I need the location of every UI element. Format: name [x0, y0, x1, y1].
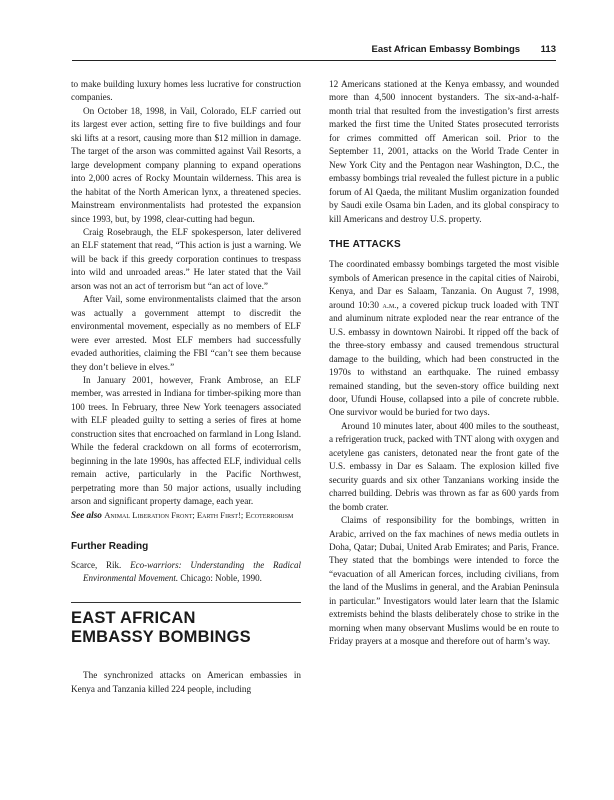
reference-author: Scarce, Rik. [71, 560, 122, 571]
running-header [72, 44, 556, 58]
paragraph: to make building luxury homes less lucrative for construction companies. [71, 79, 301, 103]
running-title: East African Embassy Bombings [371, 44, 521, 55]
see-also-links[interactable]: Animal Liberation Front; Earth First!; Ecoterrorism [104, 509, 294, 520]
reference-publisher: Chicago: Noble, 1990. [180, 573, 262, 584]
paragraph: The synchronized attacks on American embassies in Kenya and Tanzania killed 224 people, including [71, 670, 301, 694]
entry-heading-line1: EAST AFRICAN [71, 609, 196, 628]
section-heading: THE ATTACKS [329, 238, 401, 250]
reference-title: Eco-warriors: Understanding the Radical Environmental Movement. [83, 560, 302, 584]
paragraph: Claims of responsibility for the bombings, written in Arabic, arrived on the fax machines of news media outlets in Doha, Qatar; Dubai, United Arab Emirates; and Paris, France. They stated that the bombings were intended to force the “evacuation of all American forces, including civilians, from the land of the Muslims in general, and the Arabian Peninsula in particular.” Investigators would later learn that the Islamic extremists behind the blasts deliberately chose to strike in the morning when many observant Muslims would be en route to Friday prayers at a mosque and therefore out of harm’s way. [329, 515, 559, 647]
further-reading-heading: Further Reading [71, 540, 149, 552]
paragraph: In January 2001, however, Frank Ambrose, an ELF member, was arrested in Indiana for timber-spiking more than 100 trees. In February, three New York teenagers associated with ELF pleaded guilty to setting a series of fires at home construction sites that encroached on farmland in Long Island. While the federal crackdown on all forms of ecoterrorism, beginning in the late 1990s, has affected ELF, individual cells remain active, particularly in the Pacific Northwest, perpetrating more than 50 major actions, usually including arson and significant property damage, each year. [71, 374, 301, 507]
paragraph [329, 258, 559, 419]
further-reading-entry [71, 559, 301, 585]
header-rule [72, 60, 556, 61]
paragraph: 12 Americans stationed at the Kenya embassy, and wounded more than 4,500 innocent bystanders. The six-and-a-half-month trial that resulted from the investigation’s first arrests marked the first time the United States prosecuted terrorists for crimes committed off American soil. Prior to the September 11, 2001, attacks on the World Trade Center in New York City and the Pentagon near Washington, D.C., the embassy bombings trial revealed the fullest picture in a public forum of Al Qaeda, the militant Muslim organization founded by Saudi exile Osama bin Laden, and its global conspiracy to kill Americans and destroy U.S. property. [329, 79, 559, 224]
paragraph: After Vail, some environmentalists claimed that the arson was actually a government attempt to discredit the environmental movement, especially as no members of ELF were ever arrested. Most ELF members had successfully evaded authorities, claiming the FBI “can’t see them because they don’t believe in elves.” [71, 294, 301, 372]
right-column [329, 78, 559, 649]
page-number: 113 [540, 44, 556, 55]
paragraph: Around 10 minutes later, about 400 miles to the southeast, a refrigeration truck, packed with TNT along with oxygen and acetylene gas canisters, detonated near the front gate of the U.S. embassy in Dar es Salaam. The explosion killed five security guards and six other Tanzanians working inside the charred building. Debris was thrown as far as 600 yards from the bomb crater. [329, 420, 559, 512]
paragraph: On October 18, 1998, in Vail, Colorado, ELF carried out its largest ever action, setting fire to five buildings and four ski lifts at a resort, causing more than $12 million in damage. The target of the arson was committed against Vail Resorts, a large development company planning to expand operations into 2,000 acres of Rocky Mountain wilderness. This area is the habitat of the North American lynx, a threatened species. Mainstream environmentalists had protested the expansion since 1993, but, by 1998, clear-cutting had begun. [71, 105, 301, 224]
text-run: , a covered pickup truck loaded with TNT and aluminum nitrate exploded near the rear entrance of the U.S. embassy in downtown Nairobi. It ripped off the back of the three-story embassy and caused tremendous structural damage to the building, which had been constructed in the 1970s to withstand an earthquake. The ruined embassy remained standing, but the seven-story office building next door, Ufundi House, collapsed into a pile of concrete rubble. One survivor would be buried for two days. [329, 299, 559, 418]
text-run: The coordinated embassy bombings targeted the most visible symbols of American presence in the capital cities of Nairobi, Kenya, and Dar es Salaam, Tanzania. On August 7, 1998, around 10:30 [329, 259, 559, 310]
time-suffix: a.m. [382, 299, 397, 310]
see-also-label: See also [71, 509, 102, 520]
left-column [71, 78, 301, 696]
paragraph: Craig Rosebraugh, the ELF spokesperson, later delivered an ELF statement that read, “This action is just a warning. We will be back if this greedy corporation continues to trespass into wild and unroaded areas.” He later stated that the Vail arson was not an act of terrorism but “an act of love.” [71, 226, 301, 291]
entry-heading [71, 602, 301, 647]
see-also [71, 509, 301, 522]
spacer [71, 647, 301, 669]
entry-heading-line2: EMBASSY BOMBINGS [71, 628, 251, 647]
